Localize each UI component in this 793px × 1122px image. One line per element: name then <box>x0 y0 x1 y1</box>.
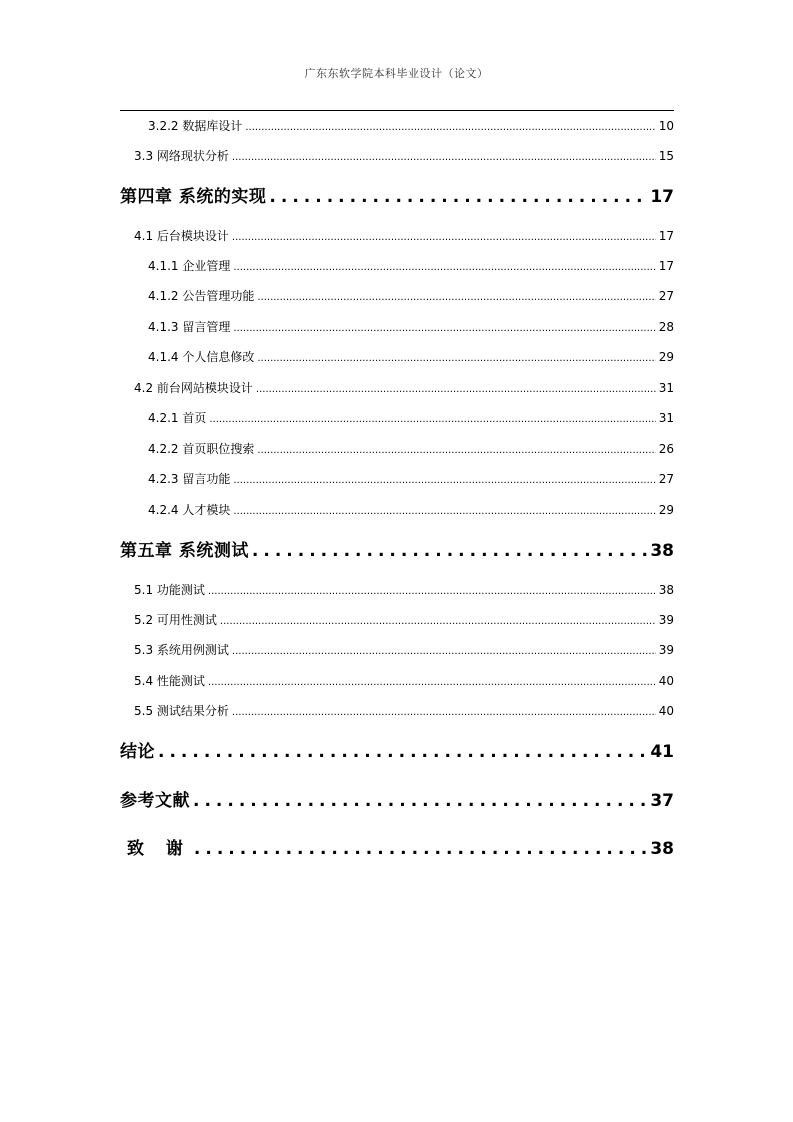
toc-entry-page: 27 <box>658 289 674 303</box>
toc-entry-page: 17 <box>658 229 674 243</box>
toc-entry-4-1-1[interactable] <box>120 257 674 275</box>
toc-chapter-label: 结论 <box>120 742 155 762</box>
toc-entry-label: 5.5 测试结果分析 <box>134 704 229 718</box>
toc-entry-4-2[interactable] <box>120 379 674 397</box>
toc-entry-page: 31 <box>658 381 674 395</box>
toc-entry-4-2-4[interactable] <box>120 501 674 519</box>
toc-entry-page: 40 <box>658 674 674 688</box>
toc-entry-label: 4.2.4 人才模块 <box>148 503 231 517</box>
toc-chapter-label: 第五章 系统测试 <box>120 541 249 561</box>
toc-dot-leader <box>232 704 656 718</box>
toc-entry-label: 4.2.1 首页 <box>148 411 207 425</box>
toc-dot-leader <box>269 187 647 207</box>
toc-dot-leader <box>257 289 655 303</box>
toc-chapter-page: 38 <box>650 541 674 561</box>
toc-entry-page: 10 <box>658 119 674 133</box>
toc-entry-page: 29 <box>658 503 674 517</box>
toc-entry-page: 40 <box>658 704 674 718</box>
toc-dot-leader <box>209 411 655 425</box>
toc-chapter-label: 第四章 系统的实现 <box>120 187 267 207</box>
toc-entry-3-3[interactable] <box>120 147 674 165</box>
toc-dot-leader <box>257 350 655 364</box>
toc-entry-label: 4.1.3 留言管理 <box>148 320 231 334</box>
toc-entry-page: 17 <box>658 259 674 273</box>
toc-entry-label: 4.2 前台网站模块设计 <box>134 381 253 395</box>
toc-entry-page: 38 <box>658 583 674 597</box>
toc-entry-page: 28 <box>658 320 674 334</box>
page-header: 广东东软学院本科毕业设计（论文） <box>304 67 489 80</box>
toc-entry-5-3[interactable] <box>120 641 674 659</box>
toc-dot-leader <box>232 643 656 657</box>
toc-entry-page: 26 <box>658 442 674 456</box>
toc-dot-leader <box>232 229 656 243</box>
toc-entry-page: 29 <box>658 350 674 364</box>
toc-dot-leader <box>233 472 655 486</box>
toc-entry-label: 4.1.1 企业管理 <box>148 259 231 273</box>
toc-entry-5-2[interactable] <box>120 611 674 629</box>
toc-dot-leader <box>208 583 656 597</box>
toc-entry-label: 5.1 功能测试 <box>134 583 205 597</box>
toc-entry-label: 4.2.2 首页职位搜索 <box>148 442 255 456</box>
toc-entry-label: 4.1.4 个人信息修改 <box>148 350 255 364</box>
toc-entry-page: 27 <box>658 472 674 486</box>
toc-chapter-page: 37 <box>650 791 674 811</box>
toc-entry-label: 3.2.2 数据库设计 <box>148 119 243 133</box>
toc-entry-4-1[interactable] <box>120 227 674 245</box>
toc-entry-4-1-4[interactable] <box>120 348 674 366</box>
toc-chapter-page: 38 <box>650 839 674 859</box>
toc-conclusion[interactable] <box>120 737 674 763</box>
toc-dot-leader <box>208 674 656 688</box>
toc-entry-5-1[interactable] <box>120 581 674 599</box>
toc-dot-leader <box>257 442 655 456</box>
toc-dot-leader <box>232 149 656 163</box>
toc-chapter-5[interactable] <box>120 536 674 562</box>
toc-dot-leader <box>220 613 656 627</box>
toc-entry-label: 5.3 系统用例测试 <box>134 643 229 657</box>
toc-references[interactable] <box>120 786 674 812</box>
toc-entry-4-1-2[interactable] <box>120 287 674 305</box>
toc-dot-leader <box>233 320 655 334</box>
toc-entry-label: 3.3 网络现状分析 <box>134 149 229 163</box>
toc-dot-leader <box>233 503 655 517</box>
toc-entry-4-2-2[interactable] <box>120 440 674 458</box>
toc-entry-page: 31 <box>658 411 674 425</box>
toc-acknowledgements[interactable] <box>120 834 674 860</box>
toc-entry-label: 4.2.3 留言功能 <box>148 472 231 486</box>
toc-entry-page: 15 <box>658 149 674 163</box>
toc-entry-5-5[interactable] <box>120 702 674 720</box>
toc-entry-label: 5.4 性能测试 <box>134 674 205 688</box>
toc-entry-4-2-1[interactable] <box>120 409 674 427</box>
toc-entry-page: 39 <box>658 643 674 657</box>
toc-entry-4-2-3[interactable] <box>120 470 674 488</box>
toc-dot-leader <box>194 839 647 859</box>
toc-chapter-label: 致 谢 <box>127 839 191 859</box>
header-rule <box>120 110 674 111</box>
toc-entry-page: 39 <box>658 613 674 627</box>
toc-chapter-label: 参考文献 <box>120 791 190 811</box>
toc-chapter-4[interactable] <box>120 182 674 208</box>
toc-dot-leader <box>245 119 655 133</box>
toc-entry-label: 4.1.2 公告管理功能 <box>148 289 255 303</box>
toc-dot-leader <box>233 259 655 273</box>
toc-dot-leader <box>158 742 647 762</box>
toc-dot-leader <box>256 381 656 395</box>
toc-entry-label: 4.1 后台模块设计 <box>134 229 229 243</box>
toc-chapter-page: 41 <box>650 742 674 762</box>
toc-entry-4-1-3[interactable] <box>120 318 674 336</box>
toc-entry-3-2-2[interactable] <box>120 117 674 135</box>
toc-entry-5-4[interactable] <box>120 672 674 690</box>
toc-dot-leader <box>193 791 647 811</box>
toc-chapter-page: 17 <box>650 187 674 207</box>
toc-entry-label: 5.2 可用性测试 <box>134 613 217 627</box>
toc-dot-leader <box>252 541 647 561</box>
